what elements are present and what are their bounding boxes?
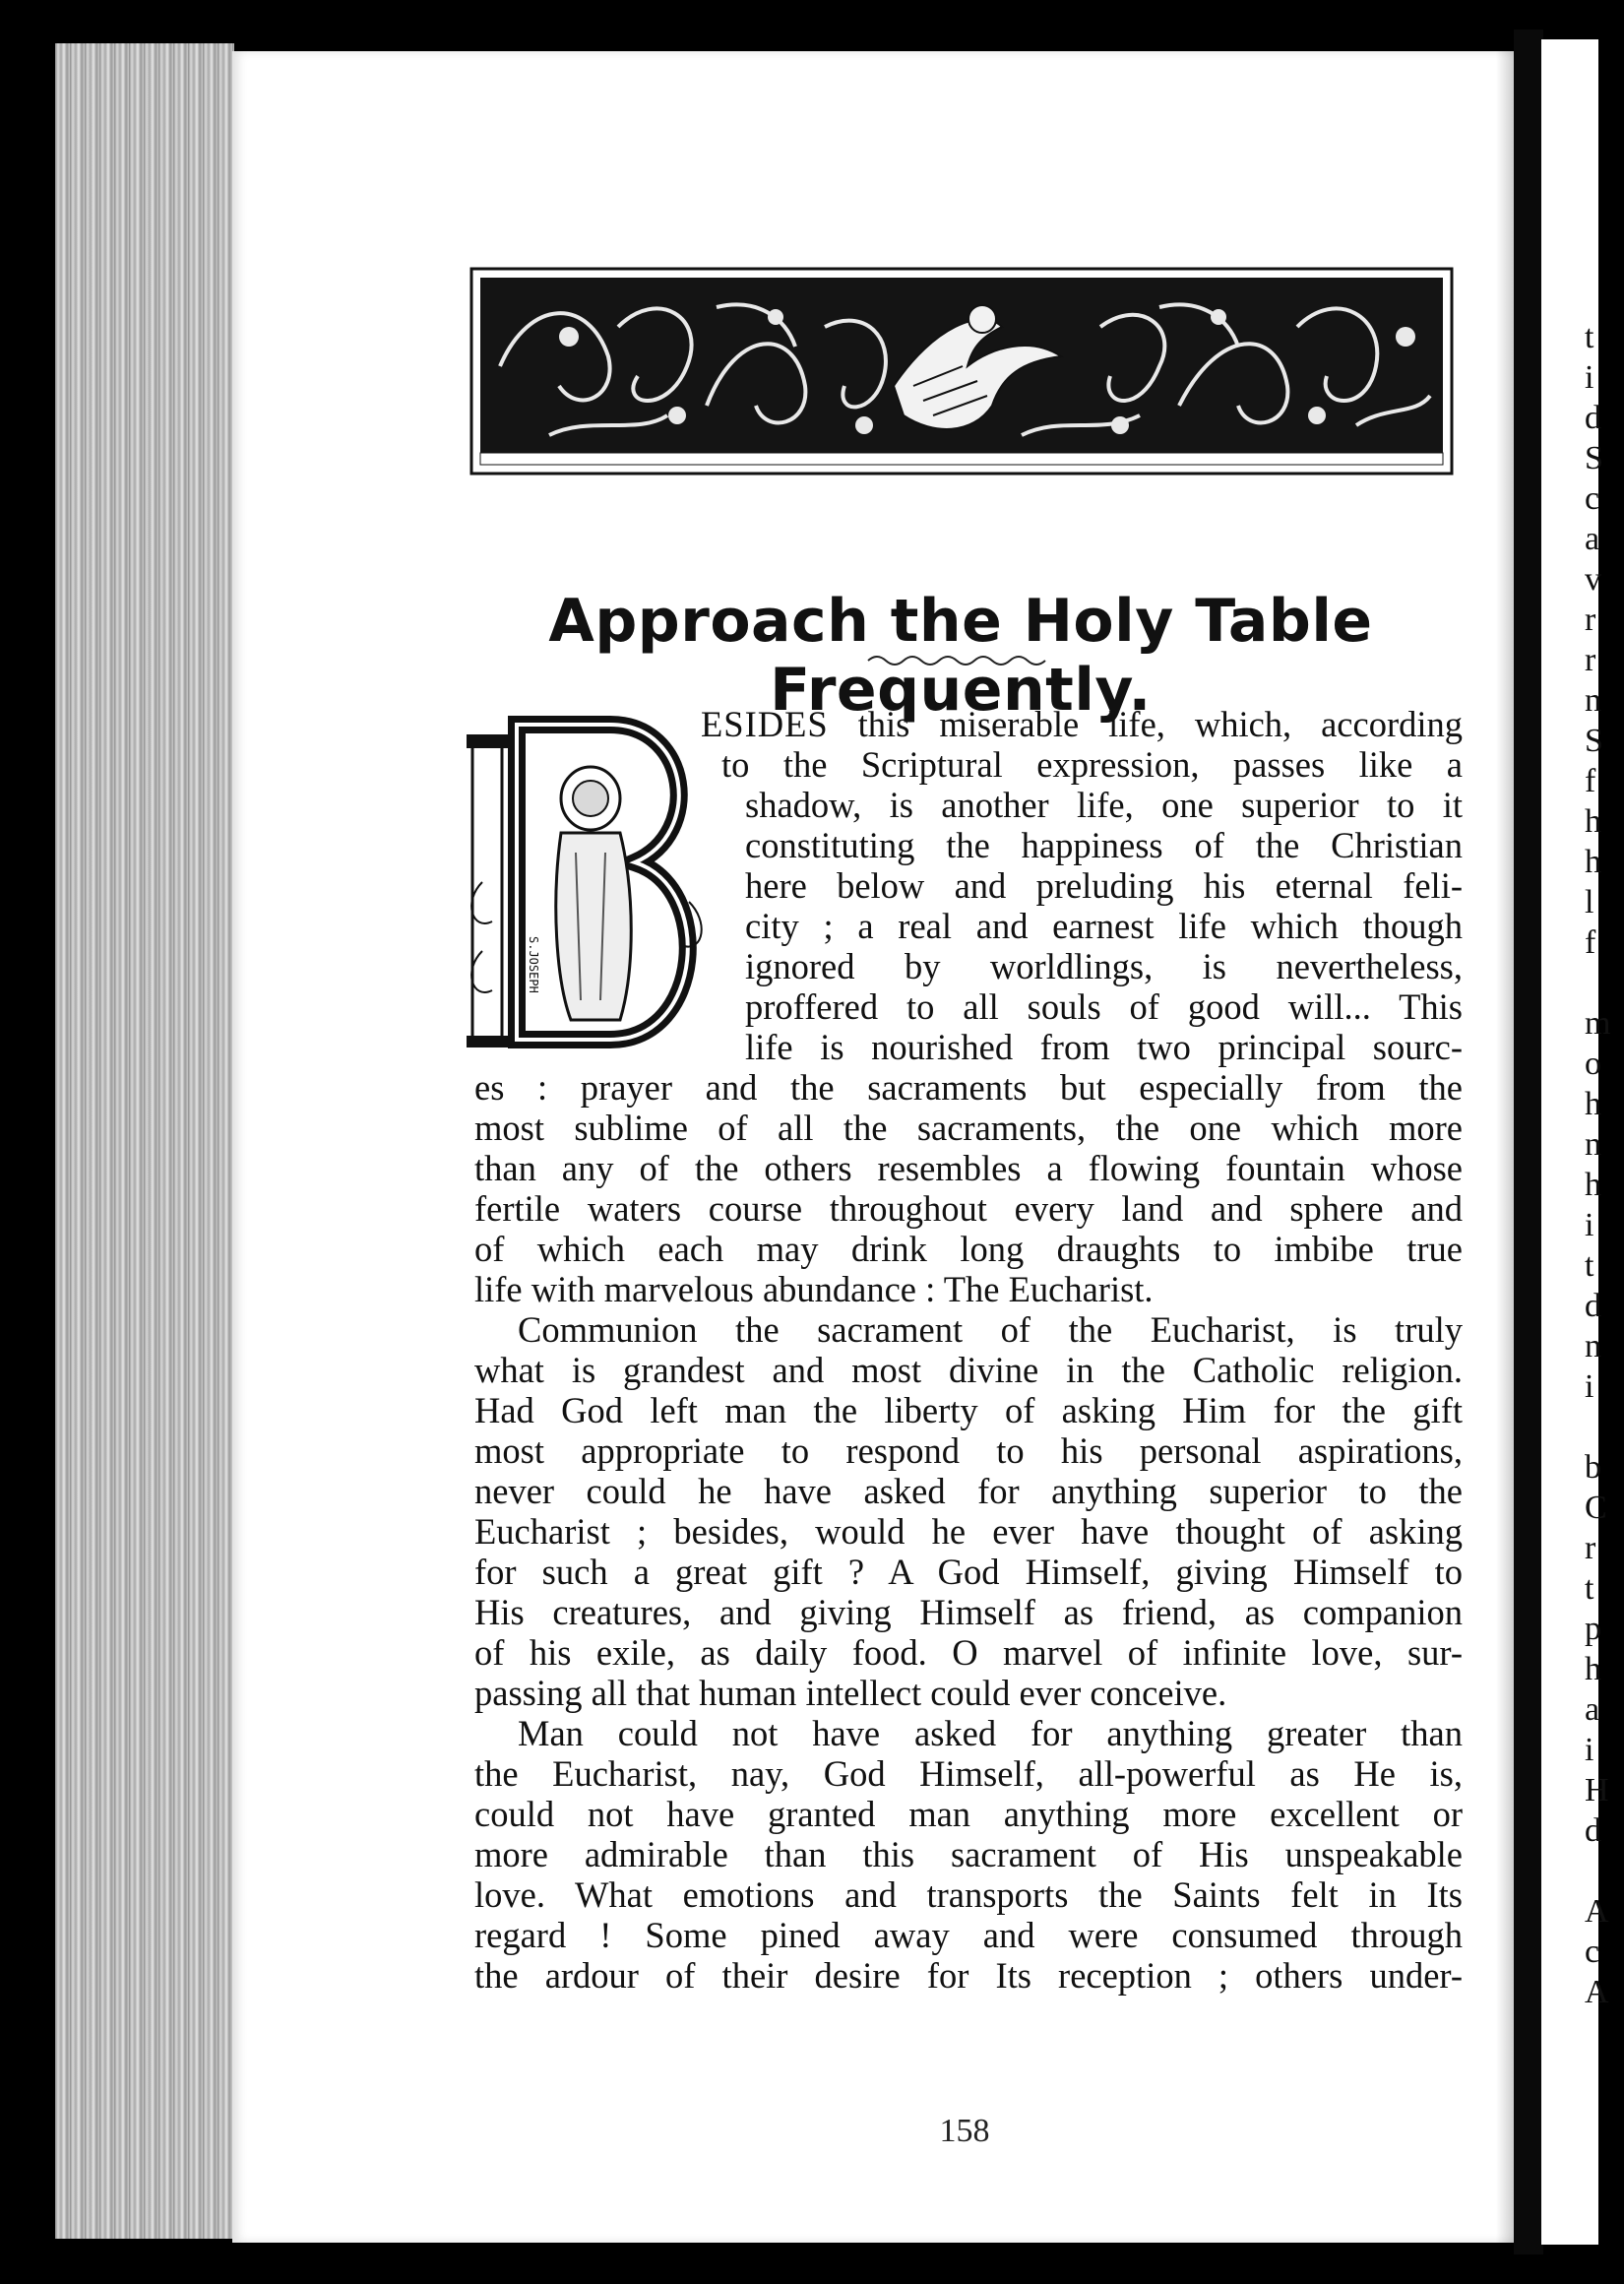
facing-page-letter: t (1585, 319, 1594, 355)
text-line: life is nourished from two principal sourc- (745, 1027, 1463, 1067)
body-text-indented (745, 785, 1463, 1067)
facing-page-letter: A (1585, 1974, 1609, 2010)
text-line: passing all that human intellect could ever conceive. (474, 1673, 1227, 1713)
text-line: Communion the sacrament of the Eucharist, is truly (518, 1309, 1463, 1350)
facing-page-letter: h (1585, 1651, 1601, 1687)
body-text-indented (701, 704, 1463, 744)
facing-page-letter: c (1585, 480, 1600, 517)
facing-page-letter: m (1585, 1005, 1611, 1042)
drop-cap-illustration (463, 705, 718, 1049)
facing-page-letter: A (1585, 1893, 1609, 1930)
text-line: for such a great gift ? A God Himself, giving Himself to (474, 1552, 1463, 1592)
svg-text:S.JOSEPH: S.JOSEPH (527, 936, 540, 993)
facing-page-letter: c (1585, 1934, 1600, 1970)
chapter-title: Approach the Holy Table Frequently. (548, 587, 1373, 726)
text-line: fertile waters course throughout every land and sphere and (474, 1188, 1463, 1229)
text-line: constituting the happiness of the Christian (745, 825, 1463, 865)
text-line: of which each may drink long draughts to imbibe true (474, 1229, 1463, 1269)
facing-page-letter: h (1585, 844, 1601, 880)
body-text-indented (721, 744, 1463, 785)
facing-page-letter: S (1585, 440, 1603, 476)
facing-page-letter: t (1585, 1247, 1594, 1284)
text-line: most appropriate to respond to his personal aspirations, (474, 1430, 1463, 1471)
paragraph-indent-line (518, 1309, 1463, 1350)
page-edges (55, 43, 234, 2239)
text-line: Had God left man the liberty of asking Him for the gift (474, 1390, 1463, 1430)
text-line: here below and preluding his eternal feli- (745, 865, 1463, 906)
text-line: es : prayer and the sacraments but especially from the (474, 1067, 1463, 1108)
facing-page-letter: o (1585, 1046, 1601, 1082)
text-line: most sublime of all the sacraments, the one which more (474, 1108, 1463, 1148)
text-line: more admirable than this sacrament of His unspeakable (474, 1834, 1463, 1874)
facing-page-letter: C (1585, 1490, 1607, 1526)
facing-page-letter: r (1585, 602, 1596, 638)
body-text-full (474, 1350, 1463, 1673)
facing-page-letter: i (1585, 1207, 1594, 1243)
text-line: the ardour of their desire for Its reception ; others under- (474, 1955, 1463, 1996)
facing-page-letter: b (1585, 1449, 1601, 1486)
facing-page-letter: r (1585, 1530, 1596, 1566)
facing-page-letter: H (1585, 1772, 1609, 1808)
text-line: the Eucharist, nay, God Himself, all-powerful as He is, (474, 1753, 1463, 1794)
text-line: shadow, is another life, one superior to it (745, 785, 1463, 825)
facing-page-letter: n (1585, 1328, 1601, 1364)
facing-page-letter: d (1585, 1812, 1601, 1849)
text-line: ESIDES this miserable life, which, according (701, 704, 1463, 744)
page-number: 158 (939, 2113, 990, 2149)
facing-page-letter: l (1585, 884, 1594, 920)
facing-page-letter: a (1585, 521, 1600, 557)
header-ornament (470, 268, 1453, 475)
text-line: to the Scriptural expression, passes like a (721, 744, 1463, 785)
text-line: could not have granted man anything more excellent or (474, 1794, 1463, 1834)
facing-page-letter: h (1585, 803, 1601, 840)
text-line: of his exile, as daily food. O marvel of infinite love, sur- (474, 1632, 1463, 1673)
drop-cap-continuation: ESIDES (701, 704, 829, 744)
facing-page-letter: h (1585, 1167, 1601, 1203)
text-line: ignored by worldlings, is nevertheless, (745, 946, 1463, 986)
text-line: His creatures, and giving Himself as friend, as companion (474, 1592, 1463, 1632)
facing-page-letter: S (1585, 723, 1603, 759)
body-text-full (474, 1673, 1400, 1713)
text-line: Man could not have asked for anything greater than (518, 1713, 1463, 1753)
facing-page-letter: a (1585, 1691, 1600, 1728)
text-line: what is grandest and most divine in the Catholic religion. (474, 1350, 1463, 1390)
text-line: proffered to all souls of good will... This (745, 986, 1463, 1027)
facing-page-letter: v (1585, 561, 1601, 598)
facing-page-letter: r (1585, 642, 1596, 678)
facing-page-letter: f (1585, 924, 1596, 961)
facing-page-letter: d (1585, 1288, 1601, 1324)
text-line: than any of the others resembles a flowing fountain whose (474, 1148, 1463, 1188)
body-text-full (474, 1067, 1463, 1269)
facing-page-letter: f (1585, 763, 1596, 799)
facing-page-letter: p (1585, 1611, 1601, 1647)
text-line: life with marvelous abundance : The Eucharist. (474, 1269, 1154, 1309)
body-text-full (474, 1269, 1321, 1309)
facing-page-letter: d (1585, 400, 1601, 436)
title-wavy-rule (866, 652, 1053, 669)
facing-page-letter: i (1585, 359, 1594, 396)
text-line: never could he have asked for anything superior to the (474, 1471, 1463, 1511)
spine-gap (1514, 30, 1543, 2254)
text-line: city ; a real and earnest life which though (745, 906, 1463, 946)
facing-page-letter: i (1585, 1368, 1594, 1405)
facing-page-letter: h (1585, 1086, 1601, 1122)
facing-page-letter: i (1585, 1732, 1594, 1768)
facing-page-letter: n (1585, 682, 1601, 719)
paragraph-indent-line (518, 1713, 1463, 1753)
text-line: regard ! Some pined away and were consumed through (474, 1915, 1463, 1955)
body-text-full (474, 1753, 1463, 1996)
text-line: love. What emotions and transports the Saints felt in Its (474, 1874, 1463, 1915)
facing-page-letter: n (1585, 1126, 1601, 1163)
text-line: Eucharist ; besides, would he ever have thought of asking (474, 1511, 1463, 1552)
facing-page-letter: t (1585, 1570, 1594, 1607)
